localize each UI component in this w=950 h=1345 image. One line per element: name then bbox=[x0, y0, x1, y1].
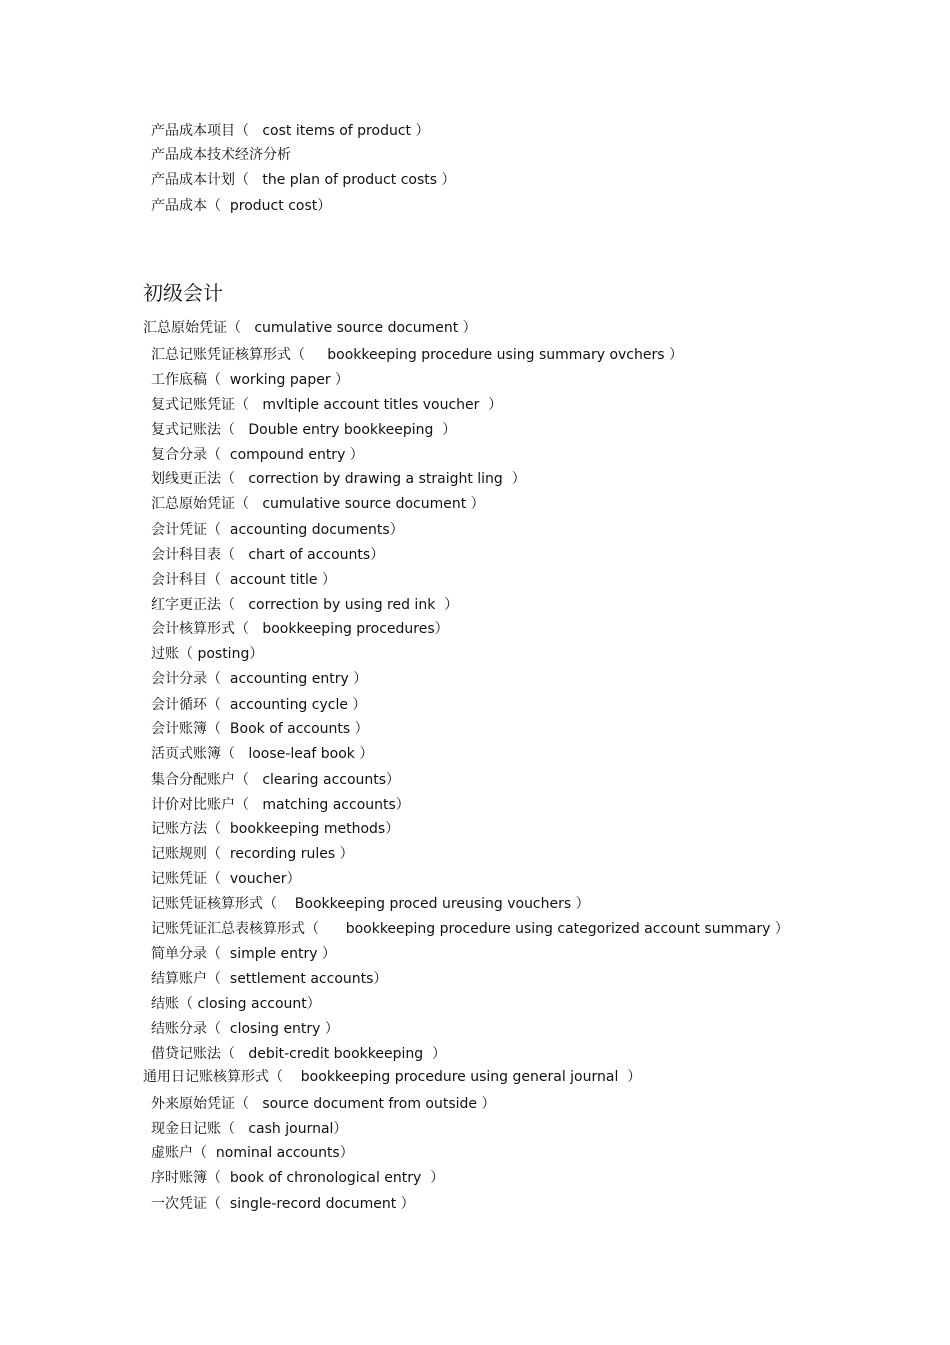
term-line: 会计科目（ account title ） bbox=[151, 572, 336, 588]
term-line: 汇总原始凭证（ cumulative source document ） bbox=[143, 320, 477, 336]
term-line: 产品成本技术经济分析 bbox=[151, 147, 291, 163]
term-line: 产品成本（ product cost） bbox=[151, 198, 332, 214]
term-line: 会计账簿（ Book of accounts ） bbox=[151, 721, 369, 737]
term-line: 外来原始凭证（ source document from outside ） bbox=[151, 1096, 496, 1112]
term-line: 记账凭证（ voucher） bbox=[151, 871, 301, 887]
term-line: 会计分录（ accounting entry ） bbox=[151, 671, 368, 687]
term-line: 序时账簿（ book of chronological entry ） bbox=[151, 1170, 445, 1186]
term-line: 复式记账法（ Double entry bookkeeping ） bbox=[151, 422, 457, 438]
term-line: 集合分配账户（ clearing accounts） bbox=[151, 772, 401, 788]
term-line: 产品成本计划（ the plan of product costs ） bbox=[151, 172, 456, 188]
term-line: 会计科目表（ chart of accounts） bbox=[151, 547, 385, 563]
term-line: 汇总记账凭证核算形式（ bookkeeping procedure using summary ovchers ） bbox=[151, 347, 683, 363]
term-line: 活页式账簿（ loose-leaf book ） bbox=[151, 746, 374, 762]
term-line: 划线更正法（ correction by drawing a straight ling ） bbox=[151, 471, 526, 487]
term-line: 结算账户（ settlement accounts） bbox=[151, 971, 388, 987]
term-line: 工作底稿（ working paper ） bbox=[151, 372, 350, 388]
term-line: 记账凭证汇总表核算形式（ bookkeeping procedure using categorized account summary ） bbox=[151, 921, 789, 937]
term-line: 记账方法（ bookkeeping methods） bbox=[151, 821, 400, 837]
term-line: 结账（ closing account） bbox=[151, 996, 321, 1012]
term-line: 一次凭证（ single-record document ） bbox=[151, 1196, 415, 1212]
term-line: 记账规则（ recording rules ） bbox=[151, 846, 354, 862]
term-line: 计价对比账户（ matching accounts） bbox=[151, 797, 410, 813]
term-line: 通用日记账核算形式（ bookkeeping procedure using general journal ） bbox=[143, 1069, 642, 1085]
term-line: 记账凭证核算形式（ Bookkeeping proced ureusing vouchers ） bbox=[151, 896, 590, 912]
term-line: 复合分录（ compound entry ） bbox=[151, 447, 364, 463]
section-heading: 初级会计 bbox=[143, 281, 223, 305]
term-line: 简单分录（ simple entry ） bbox=[151, 946, 337, 962]
term-line: 汇总原始凭证（ cumulative source document ） bbox=[151, 496, 485, 512]
term-line: 会计凭证（ accounting documents） bbox=[151, 522, 404, 538]
term-line: 红字更正法（ correction by using red ink ） bbox=[151, 597, 459, 613]
term-line: 产品成本项目（ cost items of product ） bbox=[151, 123, 430, 139]
term-line: 过账（ posting） bbox=[151, 646, 264, 662]
term-line: 会计循环（ accounting cycle ） bbox=[151, 697, 367, 713]
term-line: 会计核算形式（ bookkeeping procedures） bbox=[151, 621, 449, 637]
term-line: 现金日记账（ cash journal） bbox=[151, 1121, 348, 1137]
term-line: 虚账户（ nominal accounts） bbox=[151, 1145, 354, 1161]
term-line: 复式记账凭证（ mvltiple account titles voucher ） bbox=[151, 397, 503, 413]
term-line: 借贷记账法（ debit-credit bookkeeping ） bbox=[151, 1046, 447, 1062]
term-line: 结账分录（ closing entry ） bbox=[151, 1021, 339, 1037]
